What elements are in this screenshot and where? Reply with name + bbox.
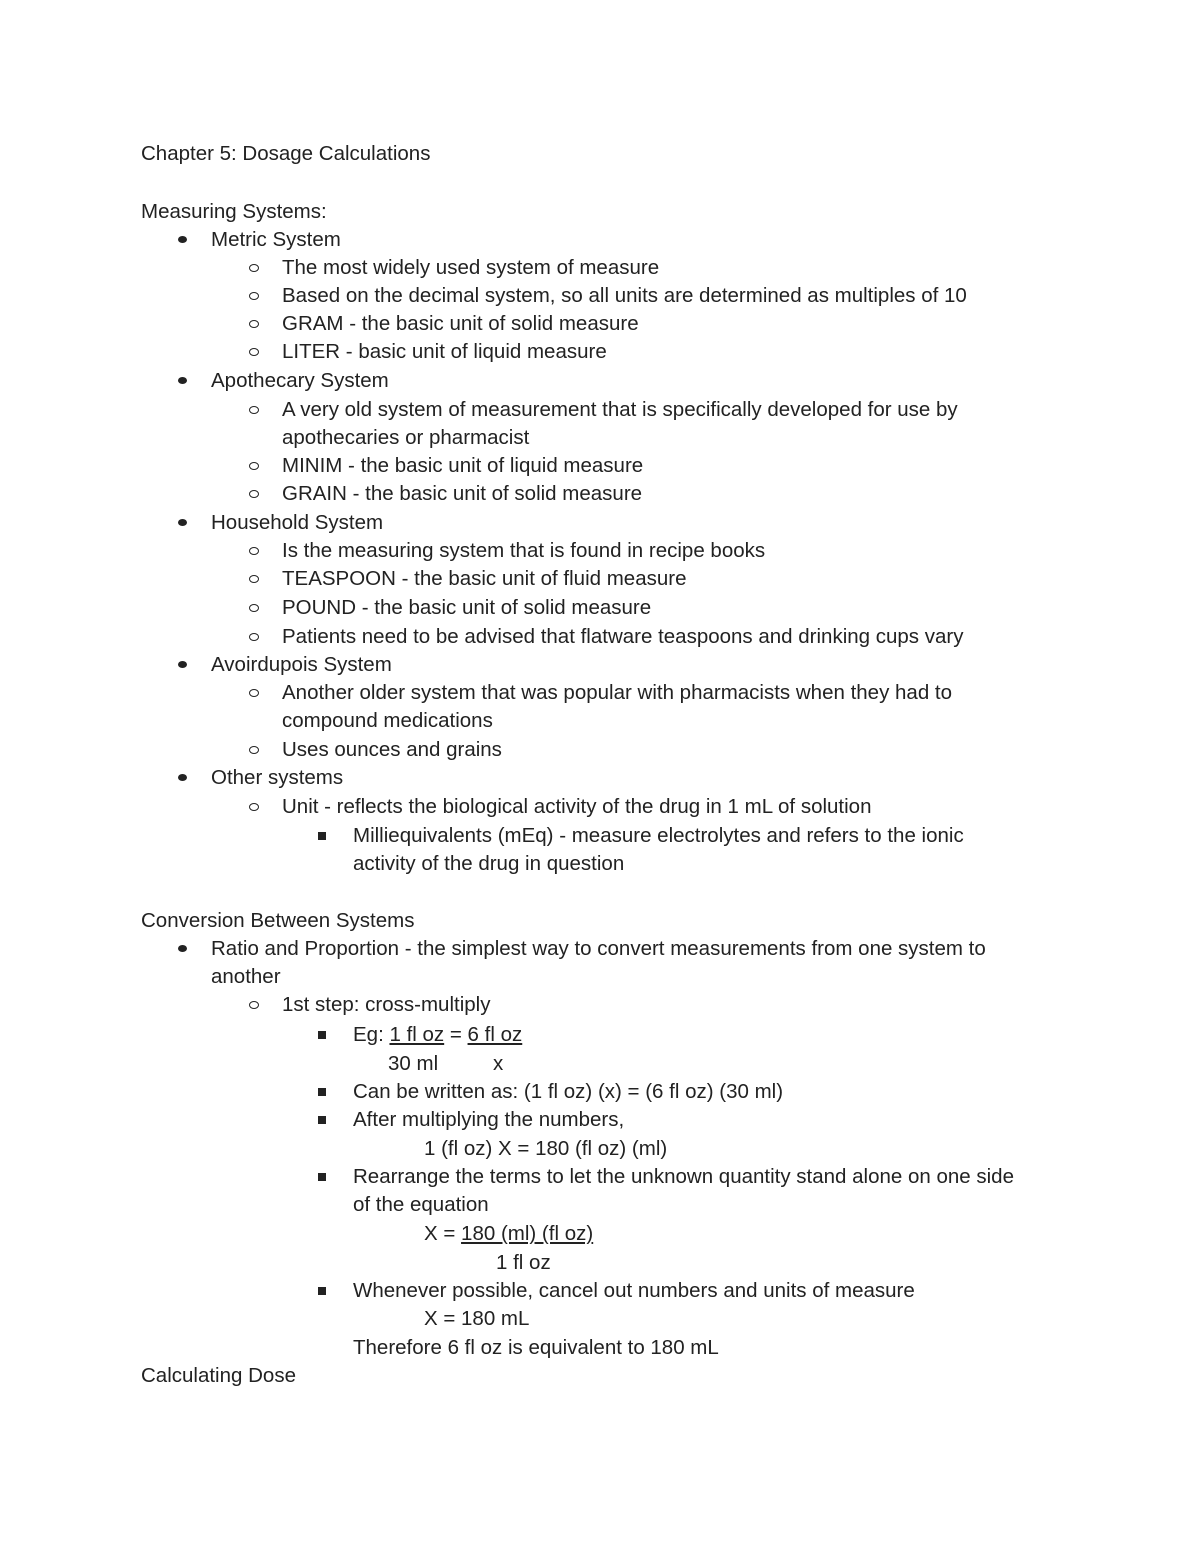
list-item: Is the measuring system that is found in recipe books (282, 539, 766, 562)
list-item-continued: apothecaries or pharmacist (282, 426, 530, 449)
list-item: The most widely used system of measure (282, 256, 660, 279)
hollow-bullet-icon (249, 1001, 259, 1009)
square-bullet-icon (318, 1088, 326, 1096)
hollow-bullet-icon (249, 746, 259, 754)
bullet-icon (178, 661, 187, 668)
equation-line (424, 1220, 593, 1248)
hollow-bullet-icon (249, 547, 259, 555)
hollow-bullet-icon (249, 406, 259, 414)
equation-prefix: X = (424, 1222, 462, 1245)
list-item: Milliequivalents (mEq) - measure electrolytes and refers to the ionic (353, 824, 964, 847)
list-item: POUND - the basic unit of solid measure (282, 596, 652, 619)
section-heading-calculating: Calculating Dose (141, 1364, 296, 1387)
hollow-bullet-icon (249, 264, 259, 272)
list-item: A very old system of measurement that is specifically developed for use by (282, 398, 958, 421)
equals-sign: = (444, 1023, 468, 1046)
hollow-bullet-icon (249, 803, 259, 811)
square-bullet-icon (318, 832, 326, 840)
list-item: Ratio and Proportion - the simplest way to convert measurements from one system to (211, 937, 986, 960)
hollow-bullet-icon (249, 633, 259, 641)
fraction-numerator: 6 fl oz (467, 1023, 523, 1046)
hollow-bullet-icon (249, 604, 259, 612)
bullet-icon (178, 774, 187, 781)
hollow-bullet-icon (249, 490, 259, 498)
list-item-continued: compound medications (282, 709, 493, 732)
bullet-icon (178, 377, 187, 384)
list-item: Another older system that was popular with pharmacists when they had to (282, 681, 953, 704)
list-item-continued: of the equation (353, 1193, 489, 1216)
list-item: Can be written as: (1 fl oz) (x) = (6 fl oz) (30 ml) (353, 1080, 784, 1103)
list-item: LITER - basic unit of liquid measure (282, 340, 607, 363)
list-item: Whenever possible, cancel out numbers and units of measure (353, 1279, 915, 1302)
hollow-bullet-icon (249, 575, 259, 583)
list-item: Based on the decimal system, so all units are determined as multiples of 10 (282, 284, 967, 307)
list-item: Patients need to be advised that flatware teaspoons and drinking cups vary (282, 625, 964, 648)
equation-line: X = 180 mL (424, 1307, 530, 1330)
equation-line: 1 (fl oz) X = 180 (fl oz) (ml) (424, 1137, 668, 1160)
list-item-apothecary: Apothecary System (211, 369, 389, 392)
hollow-bullet-icon (249, 348, 259, 356)
list-item: GRAIN - the basic unit of solid measure (282, 482, 643, 505)
list-item: Unit - reflects the biological activity of the drug in 1 mL of solution (282, 795, 872, 818)
list-item: MINIM - the basic unit of liquid measure (282, 454, 644, 477)
list-item-metric: Metric System (211, 228, 341, 251)
list-item-continued: activity of the drug in question (353, 852, 625, 875)
square-bullet-icon (318, 1116, 326, 1124)
list-item: After multiplying the numbers, (353, 1108, 625, 1131)
list-item-continued: another (211, 965, 281, 988)
list-item: Uses ounces and grains (282, 738, 502, 761)
list-item: 1st step: cross-multiply (282, 993, 491, 1016)
square-bullet-icon (318, 1031, 326, 1039)
bullet-icon (178, 519, 187, 526)
list-item: GRAM - the basic unit of solid measure (282, 312, 639, 335)
square-bullet-icon (318, 1287, 326, 1295)
fraction-denominator: 30 ml (388, 1052, 439, 1075)
list-item-household: Household System (211, 511, 384, 534)
fraction-numerator: 1 fl oz (389, 1023, 445, 1046)
page-title: Chapter 5: Dosage Calculations (141, 142, 431, 165)
fraction-denominator: 1 fl oz (496, 1251, 551, 1274)
section-heading-conversion: Conversion Between Systems (141, 909, 415, 932)
list-item-other: Other systems (211, 766, 344, 789)
hollow-bullet-icon (249, 292, 259, 300)
hollow-bullet-icon (249, 689, 259, 697)
fraction-denominator: x (493, 1052, 504, 1075)
list-item-avoirdupois: Avoirdupois System (211, 653, 392, 676)
bullet-icon (178, 945, 187, 952)
example-equation (353, 1021, 522, 1049)
section-heading-measuring: Measuring Systems: (141, 200, 327, 223)
bullet-icon (178, 236, 187, 243)
square-bullet-icon (318, 1173, 326, 1181)
conclusion-line: Therefore 6 fl oz is equivalent to 180 mL (353, 1336, 719, 1359)
hollow-bullet-icon (249, 462, 259, 470)
fraction-numerator: 180 (ml) (fl oz) (461, 1222, 594, 1245)
hollow-bullet-icon (249, 320, 259, 328)
list-item: TEASPOON - the basic unit of fluid measure (282, 567, 687, 590)
list-item: Rearrange the terms to let the unknown quantity stand alone on one side (353, 1165, 1014, 1188)
example-prefix: Eg: (353, 1023, 390, 1046)
